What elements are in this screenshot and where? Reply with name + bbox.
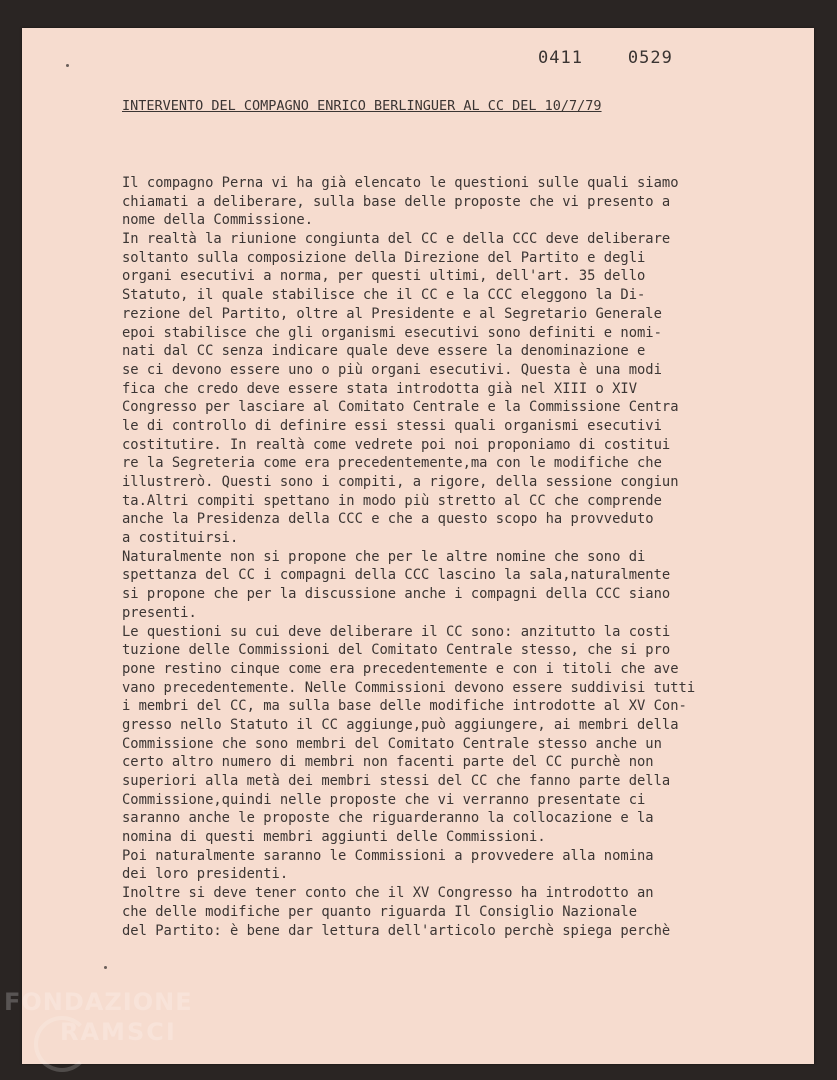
- document-page: [22, 28, 814, 1064]
- text-line: soltanto sulla composizione della Direzione del Partito e degli: [122, 249, 646, 266]
- text-line: ta.Altri compiti spettano in modo più stretto al CC che comprende: [122, 492, 662, 509]
- text-line: le di controllo di definire essi stessi quali organismi esecutivi: [122, 417, 662, 434]
- text-line: Le questioni su cui deve deliberare il CC sono: anzitutto la costi: [122, 623, 671, 640]
- text-line: Naturalmente non si propone che per le altre nomine che sono di: [122, 548, 646, 565]
- text-line: nati dal CC senza indicare quale deve essere la denominazione e: [122, 343, 646, 360]
- document-body: [122, 174, 802, 940]
- text-line: nomina di questi membri aggiunti delle Commissioni.: [122, 829, 546, 846]
- text-line: a costituirsi.: [122, 530, 239, 547]
- text-line: del Partito: è bene dar lettura dell'articolo perchè spiega perchè: [122, 922, 671, 939]
- text-line: organi esecutivi a norma, per questi ultimi, dell'art. 35 dello: [122, 268, 646, 285]
- text-line: anche la Presidenza della CCC e che a questo scopo ha provveduto: [122, 511, 654, 528]
- document-number-left: 0411: [538, 48, 583, 68]
- text-line: dei loro presidenti.: [122, 866, 289, 883]
- text-line: fica che credo deve essere stata introdotta già nel XIII o XIV: [122, 380, 637, 397]
- text-line: rezione del Partito, oltre al Presidente e al Segretario Generale: [122, 305, 662, 322]
- text-line: nome della Commissione.: [122, 212, 314, 229]
- text-line: presenti.: [122, 604, 197, 621]
- watermark: [4, 990, 193, 1044]
- watermark-line1: FONDAZIONE: [4, 988, 193, 1016]
- text-line: se ci devono essere uno o più organi esecutivi. Questa è una modi: [122, 361, 662, 378]
- text-line: chiamati a deliberare, sulla base delle proposte che vi presento a: [122, 193, 671, 210]
- text-line: epoi stabilisce che gli organismi esecutivi sono definiti e nomi-: [122, 324, 662, 341]
- paper-speck: [66, 64, 69, 67]
- text-line: Il compagno Perna vi ha già elencato le questioni sulle quali siamo: [122, 175, 679, 191]
- text-line: i membri del CC, ma sulla base delle modifiche introdotte al XV Con-: [122, 698, 687, 715]
- text-line: vano precedentemente. Nelle Commissioni devono essere suddivisi tutti: [122, 679, 696, 696]
- text-line: Inoltre si deve tener conto che il XV Congresso ha introdotto an: [122, 885, 654, 902]
- watermark-line2: RAMSCI: [60, 1018, 177, 1046]
- text-line: tuzione delle Commissioni del Comitato Centrale stesso, che si pro: [122, 642, 671, 659]
- text-line: saranno anche le proposte che riguarderanno la collocazione e la: [122, 810, 654, 827]
- text-line: Statuto, il quale stabilisce che il CC e la CCC eleggono la Di-: [122, 287, 646, 304]
- text-line: Commissione,quindi nelle proposte che vi verranno presentate ci: [122, 791, 646, 808]
- text-line: costitutire. In realtà come vedrete poi noi proponiamo di costitui: [122, 436, 671, 453]
- text-line: Commissione che sono membri del Comitato Centrale stesso anche un: [122, 735, 662, 752]
- text-line: superiori alla metà dei membri stessi del CC che fanno parte della: [122, 773, 671, 789]
- text-line: pone restino cinque come era precedentemente e con i titoli che ave: [122, 660, 679, 677]
- text-line: Congresso per lasciare al Comitato Centrale e la Commissione Centra: [122, 399, 679, 416]
- text-line: Poi naturalmente saranno le Commissioni a provvedere alla nomina: [122, 847, 654, 864]
- document-number-right: 0529: [627, 48, 673, 68]
- document-number: [538, 48, 673, 68]
- text-line: che delle modifiche per quanto riguarda Il Consiglio Nazionale: [122, 903, 637, 920]
- text-line: In realtà la riunione congiunta del CC e della CCC deve deliberare: [122, 231, 671, 248]
- text-line: illustrerò. Questi sono i compiti, a rigore, della sessione congiun: [122, 474, 679, 490]
- document-title: INTERVENTO DEL COMPAGNO ENRICO BERLINGUER AL CC DEL 10/7/79: [122, 98, 602, 114]
- text-line: certo altro numero di membri non facenti parte del CC purchè non: [122, 754, 654, 771]
- text-line: gresso nello Statuto il CC aggiunge,può aggiungere, ai membri della: [122, 716, 679, 733]
- text-line: si propone che per la discussione anche i compagni della CCC siano: [122, 586, 671, 603]
- text-line: re la Segreteria come era precedentemente,ma con le modifiche che: [122, 455, 662, 472]
- text-line: spettanza del CC i compagni della CCC lascino la sala,naturalmente: [122, 567, 671, 584]
- paper-speck: [104, 966, 107, 969]
